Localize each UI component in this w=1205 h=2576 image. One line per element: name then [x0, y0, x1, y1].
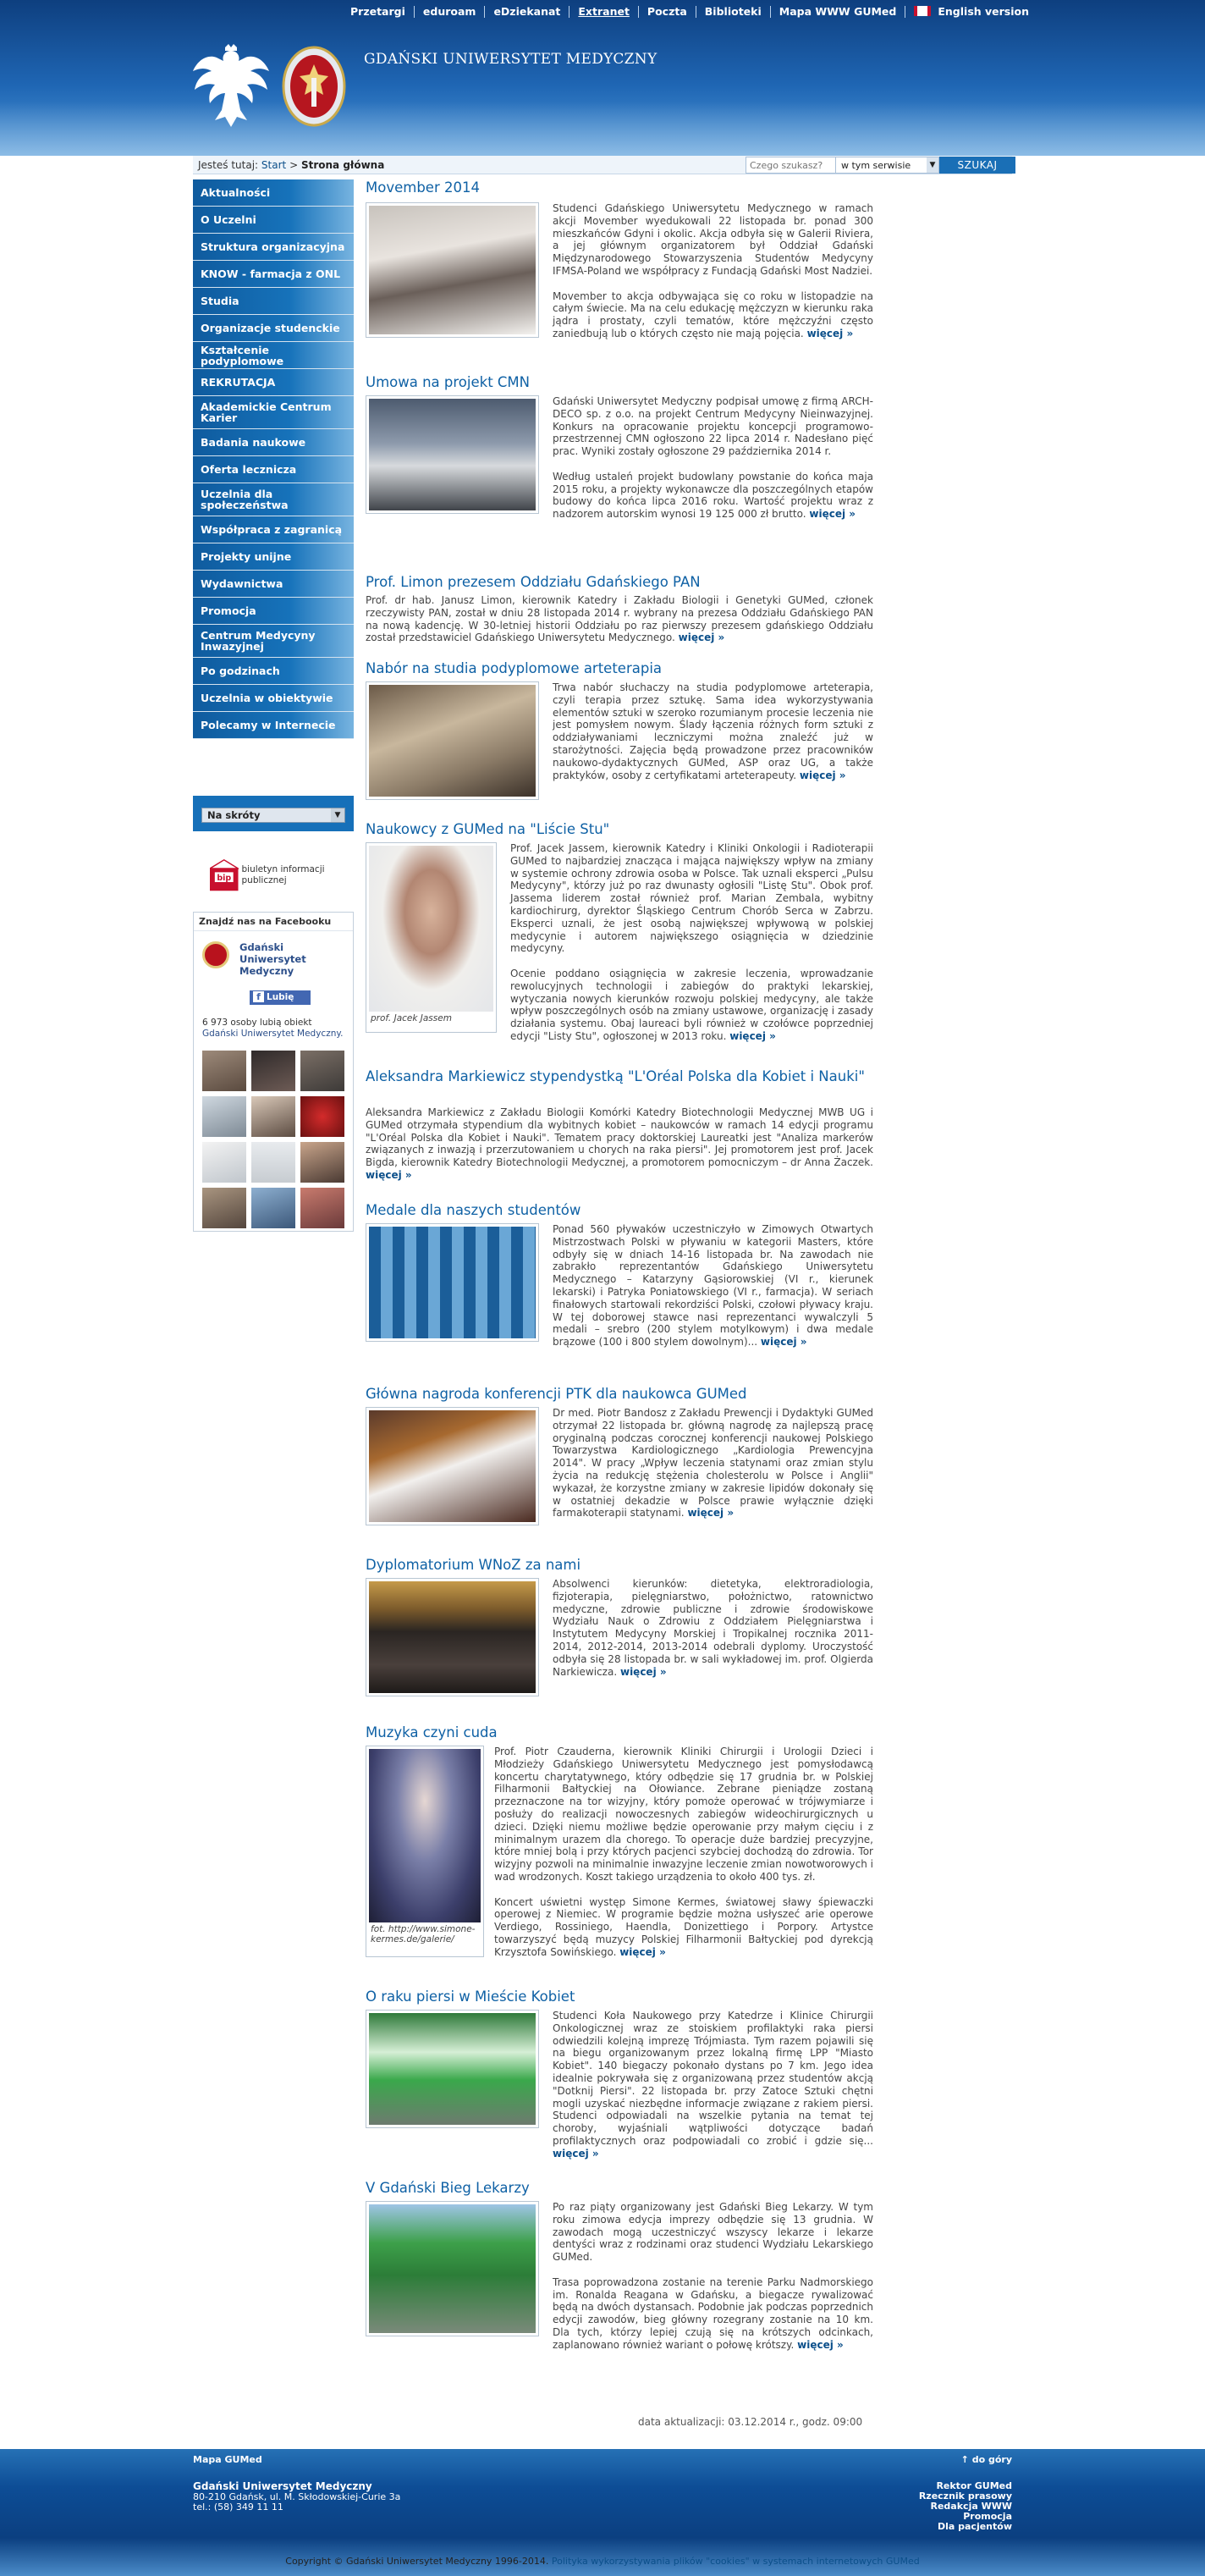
footer-map-link[interactable]: Mapa GUMed [193, 2454, 262, 2465]
topnav-eduroam[interactable]: eduroam [415, 6, 486, 18]
menu-item-polecamy[interactable]: Polecamy w Internecie [193, 712, 354, 739]
fan-avatar[interactable] [202, 1096, 246, 1137]
fan-avatar[interactable] [251, 1188, 295, 1228]
news-image[interactable] [366, 681, 539, 800]
facebook-like-button[interactable]: f Lubię to! [250, 990, 311, 1005]
news-paragraph: Prof. Jacek Jassem, kierownik Katedry i Kliniki Onkologii i Radioterapii GUMed to najbardziej znacząca i mająca największy wpływ na zmiany w systemie ochrony zdrowia osoba w Polsce. Tak uznali eksperci „Pulsu Medycyny", którzy już po raz dwunasty ogłosili "Listę Stu". Obok prof. Jassema liderem został również prof. Marian Zembala, wybitny kardiochirurg, dyrektor Śląskiego Centrum Chorób Serca w Zabrzu. Eksperci uznali, że jest osobą największej wpływową w polskiej medycynie i autorem największego osiągnięcia w dziedzinie medycyny. [510, 842, 873, 955]
news-item [366, 179, 873, 353]
news-item [366, 1068, 873, 1195]
news-text [553, 1578, 873, 1691]
read-more-link[interactable]: więcej » [553, 2147, 599, 2160]
menu-item-o-uczelni[interactable]: O Uczelni [193, 207, 354, 234]
uk-flag-icon [914, 6, 931, 16]
news-title[interactable]: V Gdański Bieg Lekarzy [366, 2180, 530, 2196]
read-more-link[interactable]: więcej » [799, 769, 846, 781]
breadcrumb [198, 159, 384, 171]
news-image[interactable] [366, 1223, 539, 1342]
menu-item-obiektyw[interactable]: Uczelnia w obiektywie [193, 685, 354, 712]
menu-item-organizacje[interactable]: Organizacje studenckie [193, 315, 354, 342]
cookies-policy-link[interactable]: Polityka wykorzystywania plików "cookies" w systemach internetowych GUMed [551, 2556, 920, 2567]
menu-item-rekrutacja[interactable]: REKRUTACJA [193, 369, 354, 396]
news-text [553, 681, 873, 794]
news-paragraph: Prof. dr hab. Janusz Limon, kierownik Katedry i Zakładu Biologii i Genetyki GUMed, członek rzeczywisty PAN, został w dniu 28 listopada 2014 r. wybrany na prezesa Oddziału Gdańskiego PAN na nową kadencję. W 30-letniej historii Oddziału po raz pierwszy prezesem gdańskiego Oddziału został przedstawiciel Gdańskiego Uniwersytetu Medycznego. [366, 594, 873, 644]
fan-avatar[interactable] [300, 1142, 344, 1183]
site-header [0, 0, 1205, 156]
news-text [553, 2010, 873, 2172]
menu-item-studia[interactable]: Studia [193, 288, 354, 315]
polish-eagle-icon[interactable] [191, 42, 271, 130]
news-title[interactable]: Nabór na studia podyplomowe arteterapia [366, 660, 663, 676]
news-paragraph: Gdański Uniwersytet Medyczny podpisał umowę z firmą ARCH-DECO sp. z o.o. na projekt Centrum Medycyny Nieinwazyjnej. Konkurs na opracowanie projektu koncepcji programowo-przestrzennej CMN ogłoszono 22 lipca 2014 r. Nadesłano pięć prac. Wyniki zostały ogłoszone 29 października 2014 r. [553, 395, 873, 458]
read-more-link[interactable]: więcej » [619, 1665, 667, 1678]
footer-link-rzecznik[interactable]: Rzecznik prasowy [918, 2491, 1012, 2502]
footer-link-promocja[interactable]: Promocja [963, 2511, 1012, 2522]
news-title[interactable]: Główna nagroda konferencji PTK dla naukowca GUMed [366, 1386, 747, 1402]
news-text [553, 395, 873, 533]
last-updated: data aktualizacji: 03.12.2014 r., godz. 09:00 [638, 2416, 863, 2428]
footer-links [919, 2481, 1012, 2532]
news-item [366, 574, 873, 650]
breadcrumb-prefix: Jesteś tutaj: [198, 159, 259, 171]
quick-links-select[interactable] [201, 808, 345, 823]
news-title[interactable]: Dyplomatorium WNoZ za nami [366, 1557, 581, 1573]
back-to-top-link[interactable] [961, 2454, 1012, 2465]
topnav-edziekanat[interactable]: eDziekanat [485, 6, 569, 18]
menu-item-badania[interactable]: Badania naukowe [193, 429, 354, 456]
facebook-page-link[interactable] [202, 941, 307, 977]
menu-item-struktura[interactable]: Struktura organizacyjna [193, 234, 354, 261]
fan-avatar[interactable] [300, 1188, 344, 1228]
news-title[interactable]: Umowa na projekt CMN [366, 374, 531, 390]
copyright [0, 2556, 1205, 2568]
topnav-poczta[interactable]: Poczta [639, 6, 696, 18]
footer-org-name: Gdański Uniwersytet Medyczny [193, 2480, 372, 2492]
news-image[interactable] [366, 842, 497, 1033]
news-image[interactable] [366, 395, 539, 514]
menu-item-wydawnictwa[interactable]: Wydawnictwa [193, 571, 354, 598]
footer-link-redakcja[interactable]: Redakcja WWW [930, 2501, 1012, 2512]
news-text [553, 2201, 873, 2364]
news-image[interactable] [366, 1578, 539, 1696]
breadcrumb-home-link[interactable]: Start [261, 159, 287, 171]
facebook-page-name: Gdański Uniwersytet Medyczny [239, 941, 306, 977]
news-paragraph: Po raz piąty organizowany jest Gdański Bieg Lekarzy. W tym roku zimowa edycja imprezy odbędzie się 13 grudnia. W zawodach mogą uczestniczyć wszyscy lekarze i lekarze dentyści wraz z rodzinami oraz studenci Wydziału Lekarskiego GUMed. [553, 2201, 873, 2264]
menu-item-wspolpraca[interactable]: Współpraca z zagranicą [193, 516, 354, 543]
main-menu [193, 179, 354, 739]
breadcrumb-current: Strona główna [300, 159, 385, 171]
news-paragraph: Prof. Piotr Czauderna, kierownik Kliniki Chirurgii i Urologii Dzieci i Młodzieży Gdańskiego Uniwersytetu Medycznego jest pomysłodawcą koncertu charytatywnego, który odbędzie się 17 grudnia br. w Polskiej Filharmonii Bałtyckiej na Ołowiance. Zebrane pieniądze zostaną przeznaczone na tor wizyjny, który pomoże operować w trójwymiarze i posłuży do realizacji nowoczesnych zabiegów wideochirurgicznych u dzieci. Dzięki niemu możliwe będzie operowanie przy małym cięciu i z minimalnym urazem dla chorego. To operacje duże bardziej precyzyjne, które mniej bolą i przy których pacjenci szybciej dochodzą do zdrowia. Tor wizyjny pozwoli na minimalnie inwazyjne leczenie zmian nowotworowych i wad wrodzonych. Koszt takiego urządzenia to około 400 tys. zł. [494, 1746, 873, 1883]
site-name[interactable]: GDAŃSKI UNIWERSYTET MEDYCZNY [364, 51, 658, 68]
menu-item-projekty[interactable]: Projekty unijne [193, 543, 354, 571]
menu-item-know[interactable]: KNOW - farmacja z ONL [193, 261, 354, 288]
read-more-link[interactable]: więcej » [619, 1945, 666, 1958]
read-more-link[interactable]: więcej » [687, 1507, 735, 1520]
topnav-przetargi[interactable]: Przetargi [342, 6, 415, 18]
back-to-top-label: do góry [971, 2454, 1012, 2465]
news-image[interactable] [366, 2010, 539, 2128]
news-paragraph: Trasa poprowadzona zostanie na terenie Parku Nadmorskiego im. Ronalda Reagana w Gdańsku, a biegacze rywalizować będą na dwóch dystansach. Podobnie jak podczas poprzednich edycji zawodów, bieg główny rozegrany zostanie na 10 km. Dla tych, którzy lepiej czują się na krótszych odcinkach, zaplanowano również wariant o połowę krótszy. [553, 2275, 873, 2351]
facebook-like-count [202, 1018, 348, 1040]
news-item [366, 1557, 873, 1709]
news-paragraph: Koncert uświetni występ Simone Kermes, światowej sławy śpiewaczki operowej z Niemiec. W programie będzie można usłyszeć arie operowe Verdiego, Rossiniego, Haendla, Donizettiego i Porpory. Artystce towarzyszyć będą muzycy Polskiej Filharmonii Bałtyckiej pod dyrekcją Krzysztofa Sowińskiego. [494, 1895, 873, 1958]
fan-avatar[interactable] [202, 1188, 246, 1228]
news-text [366, 1106, 873, 1194]
menu-item-oferta[interactable]: Oferta lecznicza [193, 456, 354, 483]
read-more-link[interactable]: więcej » [729, 1029, 776, 1042]
menu-item-cmi[interactable]: Centrum Medycyny Inwazyjnej [193, 625, 354, 658]
read-more-link[interactable]: więcej » [760, 1336, 807, 1349]
footer-link-rektor[interactable]: Rektor GUMed [936, 2480, 1012, 2491]
news-text [494, 1746, 873, 1971]
like-count-text: 6 973 osoby lubią obiekt [202, 1018, 312, 1028]
fan-avatar[interactable] [251, 1051, 295, 1091]
search-form [746, 157, 1029, 174]
topnav-extranet[interactable]: Extranet [569, 6, 639, 18]
fan-avatar[interactable] [202, 1142, 246, 1183]
image-caption: prof. Jacek Jassem [371, 1013, 452, 1023]
arrow-up-icon: ↑ [960, 2454, 972, 2465]
footer-top-bar [193, 2454, 1012, 2466]
read-more-link[interactable]: więcej » [366, 1168, 412, 1181]
topnav-mapa-www[interactable]: Mapa WWW GUMed [771, 6, 906, 18]
news-text [553, 1407, 873, 1532]
facebook-widget [193, 912, 354, 1232]
news-item [366, 821, 873, 1058]
news-paragraph: Według ustaleń projekt budowlany powstanie do końca maja 2015 roku, a projekty wykonawcze dla poszczególnych etapów budowy do końca lipca 2016 roku. Wartość projektu wraz z nadzorem autorskim wynosi 19 125 000 zł brutto. [553, 470, 873, 521]
fan-avatar[interactable] [251, 1096, 295, 1137]
read-more-link[interactable]: więcej » [678, 632, 725, 644]
news-title[interactable]: Naukowcy z GUMed na "Liście Stu" [366, 821, 610, 837]
news-title[interactable]: Medale dla naszych studentów [366, 1202, 581, 1218]
svg-text:bip: bip [217, 873, 232, 883]
news-paragraph: Trwa nabór słuchaczy na studia podyplomowe arteterapia, czyli terapia przez sztukę. Sama idea wykorzystywania elementów sztuki w szeroko rozumianym procesie leczenia nie jest pomysłem nowym. Ślady łączenia różnych form sztuki z oddziaływaniami leczniczymi można znaleźć już w starożytności. Zajęcia będą prowadzone przez pracowników naukowo-dydaktycznych GUMed, ASP oraz UG, a także praktyków, osoby z certyfikatami arteterapeuty. [553, 681, 873, 781]
footer-link-pacjenci[interactable]: Dla pacjentów [937, 2521, 1012, 2532]
quick-links-label: Na skróty [207, 809, 261, 821]
menu-item-centrum-karier[interactable]: Akademickie Centrum Karier [193, 396, 354, 429]
news-text [366, 594, 873, 657]
news-paragraph: Ponad 560 pływaków uczestniczyło w Zimowych Otwartych Mistrzostwach Polski w pływaniu w kategorii Masters, które odbyły się w dniach 14-16 listopada br. Na zawodach nie zabrakło reprezentantów Gdańskiego Uniwersytetu Medycznego – Katarzyny Gąsiorowskiej (VI r., kierunek lekarski) i Patryka Poniatowskiego (VI r., farmacja). W seriach finałowych startowali rekordziści Polski, czołowi pływacy kraju. W tej doborowej stawce nasi reprezentanci wywalczyli 5 medali – srebro (200 stylem motylkowym) i dwa medale brązowe (100 i 800 stylem dowolnym)... [553, 1223, 873, 1349]
menu-item-spoleczenstwo[interactable]: Uczelnia dla społeczeństwa [193, 483, 354, 516]
news-title[interactable]: Movember 2014 [366, 179, 480, 196]
news-paragraph: Absolwenci kierunków: dietetyka, elektroradiologia, fizjoterapia, pielęgniarstwo, położnictwo, ratownictwo medyczne, zdrowie publiczne i zdrowie środowiskowe Wydziału Nauk o Zdrowiu z Oddziałem Pielęgniarstwa i Instytutem Medycyny Morskiej i Tropikalnej rocznika 2011-2014, 2012-2014, 2013-2014 odebrali dyplomy. Uroczystość odbyła się 28 listopada br. w sali wykładowej im. prof. Olgierda Narkiewicza. [553, 1578, 873, 1678]
image-caption: fot. http://www.simone-kermes.de/galerie/ [371, 1924, 476, 1944]
footer-address [193, 2481, 400, 2513]
news-paragraph: Studenci Gdańskiego Uniwersytetu Medycznego w ramach akcji Movember wyedukowali 22 listopada br. ponad 300 mieszkańców Gdyni i okolic. Akcja odbyła się w Galerii Riviera, a jej głównym organizatorem był Oddział Gdański Międzynarodowego Stowarzyszenia Studentów Medycyny IFMSA-Poland we współpracy z Fundacją Gdański Most Nadziei. [553, 202, 873, 277]
menu-item-ksztalcenie[interactable]: Kształcenie podyplomowe [193, 342, 354, 369]
read-more-link[interactable]: więcej » [806, 327, 854, 339]
footer-street: 80-210 Gdańsk, ul. M. Skłodowskiej-Curie 3a [193, 2491, 401, 2502]
site-footer [0, 2449, 1205, 2576]
news-item [366, 660, 873, 813]
chevron-down-icon: ▼ [331, 808, 344, 822]
bip-link[interactable] [210, 852, 337, 899]
menu-item-aktualnosci[interactable]: Aktualności [193, 179, 354, 207]
news-image[interactable] [366, 1407, 539, 1525]
news-image[interactable] [366, 2201, 539, 2336]
like-count-link[interactable]: Gdański Uniwersytet Medyczny. [202, 1029, 344, 1039]
news-paragraph: Movember to akcja odbywająca się co roku w listopadzie na całym świecie. Ma na celu edukację mężczyzn w kierunku raka jądra i prostaty, czyli tematów, które mężczyźni często zaniedbują lub o których często nie mają pojęcia. [553, 290, 873, 339]
top-navigation [342, 5, 1037, 19]
fan-avatar[interactable] [300, 1051, 344, 1091]
facebook-widget-title: Znajdź nas na Facebooku [194, 913, 353, 931]
fan-avatar[interactable] [300, 1096, 344, 1137]
university-logo-icon [202, 941, 229, 968]
news-item [366, 1724, 873, 1987]
menu-item-promocja[interactable]: Promocja [193, 598, 354, 625]
news-paragraph: Dr med. Piotr Bandosz z Zakładu Prewencji i Dydaktyki GUMed otrzymał 22 listopada br. główną nagrodę za najlepszą pracę oryginalną podczas corocznej konferencji naukowej Polskiego Towarzystwa Kardiologicznego „Kardiologia Prewencyjna 2014". W pracy „Wpływ leczenia statynami oraz zmian stylu życia na redukcję stężenia cholesterolu w Polsce i Anglii" wykazał, że korzystne zmiany w zakresie lipidów dokonały się w ostatniej dekadzie w Polsce prawie wyłącznie dzięki farmakoterapii statynami. [553, 1407, 873, 1520]
menu-item-po-godzinach[interactable]: Po godzinach [193, 658, 354, 685]
news-item [366, 2180, 873, 2366]
quick-links-box [193, 796, 354, 831]
english-version-label: English version [938, 5, 1030, 18]
news-title[interactable]: Aleksandra Markiewicz stypendystką "L'Oréal Polska dla Kobiet i Nauki" [366, 1068, 865, 1084]
footer-phone: tel.: (58) 349 11 11 [193, 2502, 283, 2513]
breadcrumb-bar [193, 156, 1012, 174]
read-more-link[interactable]: więcej » [809, 508, 856, 521]
breadcrumb-separator: > [289, 159, 299, 171]
copyright-text: Copyright © Gdański Uniwersytet Medyczny 1996-2014. [285, 2556, 549, 2567]
fan-avatar[interactable] [202, 1051, 246, 1091]
news-item [366, 374, 873, 552]
read-more-link[interactable]: więcej » [797, 2338, 844, 2351]
news-title[interactable]: O raku piersi w Mieście Kobiet [366, 1989, 575, 2005]
news-item [366, 1386, 873, 1547]
news-image[interactable] [366, 1746, 484, 1957]
news-text [553, 1223, 873, 1361]
header-wave [0, 102, 1205, 156]
bip-label: biuletyn informacji publicznej [241, 864, 325, 885]
news-paragraph: Studenci Koła Naukowego przy Katedrze i Klinice Chirurgii Onkologicznej wraz ze stoiskiem profilaktyki raka piersi odwiedzili kolejną imprezę Trójmiasta. Tym razem pojawili się na biegu organizowanym przez lokalną firmę LPP "Miasto Kobiet". 140 biegaczy pokonało dystans po 7 km. Jego idea idealnie pokrywała się z organizowaną przez studentów akcją "Dotknij Piersi". 22 listopada br. przy Zatoce Sztuki chętni mogli uzyskać niezbędne informacje związane z rakiem piersi. Studenci odpowiadali na wszelkie pytania na temat tej choroby, wyjaśniali wątpliwości dotyczące badań profilaktycznych oraz podpowiadali co zrobić i gdzie się... [553, 2010, 873, 2147]
fan-avatar[interactable] [251, 1142, 295, 1183]
university-seal-icon[interactable] [281, 44, 347, 129]
search-button[interactable]: SZUKAJ [939, 157, 1015, 174]
news-title[interactable]: Muzyka czyni cuda [366, 1724, 498, 1740]
search-scope-value: w tym serwisie [841, 159, 911, 171]
news-paragraph: Ocenie poddano osiągnięcia w zakresie leczenia, wprowadzanie rewolucyjnych technologii i zabiegów do praktyki lekarskiej, wytyczania nowych kierunków rozwoju polskiej medycyny, ale także wpływ poszczególnych osób na zmiany ustawowe, organizację i zasady działania systemu. Obaj laureaci byli również w czołówce poprzedniej edycji "Listy Stu", ogłoszonej w 2013 roku. [510, 967, 873, 1042]
news-title[interactable]: Prof. Limon prezesem Oddziału Gdańskiego PAN [366, 574, 701, 590]
news-item [366, 1989, 873, 2166]
news-item [366, 1202, 873, 1371]
news-paragraph: Aleksandra Markiewicz z Zakładu Biologii Komórki Katedry Biotechnologii Medycznej MWB UG i GUMed otrzymała stypendium dla wybitnych kobiet – naukowców w ramach 14 edycji programu "L'Oréal Polska dla Kobiet i Nauki". Tematem pracy doktorskiej Laureatki jest "Analiza markerów związanych z inwazją i przerzutowaniem u chorych na raka piersi". Jej promotorem jest prof. Jacek Bigda, kierownik Katedry Biotechnologii Medycznej, a promotorem pomocniczym – dr Anna Żaczek. [366, 1106, 873, 1169]
search-scope-select[interactable] [836, 157, 939, 174]
topnav-biblioteki[interactable]: Biblioteki [696, 6, 771, 18]
chevron-down-icon: ▼ [927, 157, 938, 173]
topnav-english[interactable] [905, 6, 1037, 18]
news-image[interactable] [366, 202, 539, 338]
news-text [553, 202, 873, 353]
facebook-fans-grid [202, 1051, 348, 1228]
bip-logo-icon [210, 854, 239, 896]
news-text [510, 842, 873, 1056]
search-input[interactable] [746, 157, 836, 174]
